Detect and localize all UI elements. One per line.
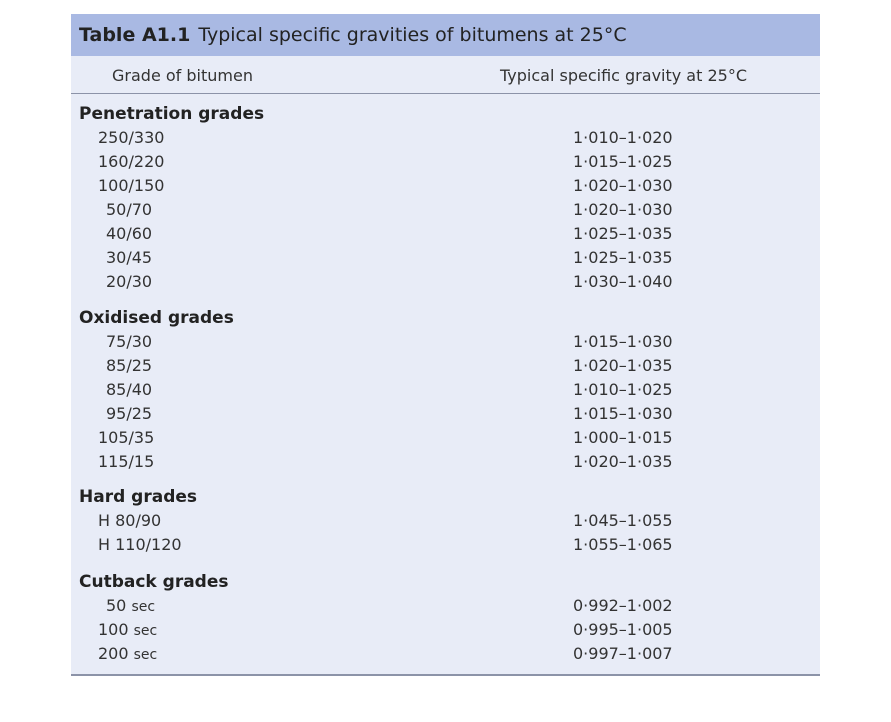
grade-cell xyxy=(106,224,152,243)
specific-gravity-cell: 1·010–1·025 xyxy=(573,380,673,399)
column-header-specific-gravity: Typical specific gravity at 25°C xyxy=(500,66,747,85)
grade-unit: sec xyxy=(133,623,158,639)
grade-cell xyxy=(98,620,157,639)
grade-value: 160/220 xyxy=(98,152,165,171)
specific-gravity-cell: 1·015–1·030 xyxy=(573,404,673,423)
grade-value: 20/30 xyxy=(106,272,153,291)
table-number: Table A1.1 xyxy=(79,24,191,46)
grade-cell xyxy=(98,644,157,663)
table-caption xyxy=(71,14,820,56)
grade-cell xyxy=(106,380,152,399)
specific-gravity-cell: 1·000–1·015 xyxy=(573,428,673,447)
grade-value: 100/150 xyxy=(98,176,165,195)
grade-value: 85/40 xyxy=(106,380,153,399)
grade-cell xyxy=(106,248,152,267)
grade-value: 30/45 xyxy=(106,248,153,267)
grade-value: H 110/120 xyxy=(98,535,182,554)
specific-gravity-cell: 1·025–1·035 xyxy=(573,248,673,267)
grade-value: 40/60 xyxy=(106,224,153,243)
grade-cell xyxy=(98,176,164,195)
grade-value: 115/15 xyxy=(98,452,155,471)
grade-unit: sec xyxy=(131,599,156,615)
specific-gravity-cell: 1·045–1·055 xyxy=(573,511,673,530)
group-heading: Oxidised grades xyxy=(79,308,234,328)
specific-gravity-cell: 1·025–1·035 xyxy=(573,224,673,243)
specific-gravity-cell: 1·010–1·020 xyxy=(573,128,673,147)
table-title: Typical specific gravities of bitumens at 25°C xyxy=(198,24,627,46)
data-table xyxy=(71,14,820,676)
grade-value: 50/70 xyxy=(106,200,153,219)
grade-value: 250/330 xyxy=(98,128,165,147)
specific-gravity-cell: 0·992–1·002 xyxy=(573,596,673,615)
grade-cell xyxy=(106,332,152,351)
header-divider xyxy=(71,93,820,94)
grade-unit: sec xyxy=(133,647,158,663)
specific-gravity-cell: 0·997–1·007 xyxy=(573,644,673,663)
grade-value: 100 xyxy=(98,620,129,639)
group-heading: Hard grades xyxy=(79,487,198,507)
specific-gravity-cell: 1·015–1·030 xyxy=(573,332,673,351)
specific-gravity-cell: 1·020–1·035 xyxy=(573,356,673,375)
grade-cell xyxy=(106,272,152,291)
grade-value: H 80/90 xyxy=(98,511,162,530)
column-header-grade: Grade of bitumen xyxy=(112,66,253,85)
grade-cell xyxy=(98,535,182,554)
grade-cell xyxy=(106,596,155,615)
grade-cell xyxy=(98,428,154,447)
specific-gravity-cell: 1·055–1·065 xyxy=(573,535,673,554)
grade-cell xyxy=(106,404,152,423)
grade-value: 85/25 xyxy=(106,356,153,375)
specific-gravity-cell: 0·995–1·005 xyxy=(573,620,673,639)
grade-value: 95/25 xyxy=(106,404,153,423)
group-heading: Penetration grades xyxy=(79,104,265,124)
grade-value: 50 xyxy=(106,596,127,615)
group-heading: Cutback grades xyxy=(79,572,229,592)
specific-gravity-cell: 1·020–1·030 xyxy=(573,200,673,219)
specific-gravity-cell: 1·020–1·035 xyxy=(573,452,673,471)
grade-cell xyxy=(106,356,152,375)
grade-value: 200 xyxy=(98,644,129,663)
grade-cell xyxy=(98,452,154,471)
grade-value: 75/30 xyxy=(106,332,153,351)
grade-cell xyxy=(98,511,161,530)
grade-cell xyxy=(106,200,152,219)
grade-cell xyxy=(98,128,164,147)
specific-gravity-cell: 1·015–1·025 xyxy=(573,152,673,171)
grade-value: 105/35 xyxy=(98,428,155,447)
specific-gravity-cell: 1·020–1·030 xyxy=(573,176,673,195)
grade-cell xyxy=(98,152,164,171)
specific-gravity-cell: 1·030–1·040 xyxy=(573,272,673,291)
